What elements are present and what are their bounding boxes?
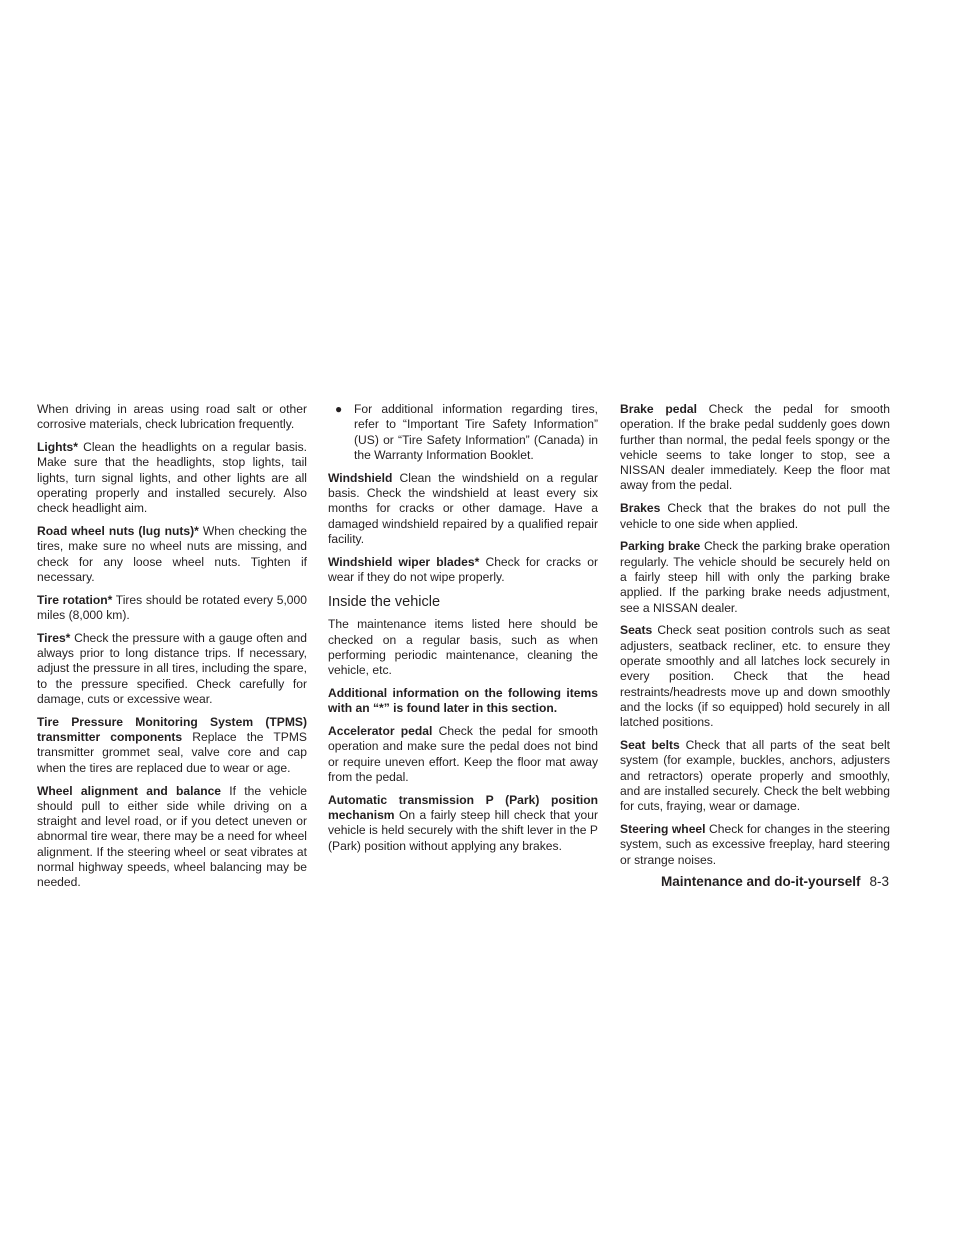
term-wheel-alignment: Wheel alignment and balance [37, 783, 222, 798]
column-right [620, 402, 890, 875]
paragraph-text: The maintenance items listed here should be checked on a regular basis, such as when performing periodic maintenance, cleaning the vehicle, etc. [328, 617, 598, 678]
paragraph-text: Tires should be rotated every 5,000 miles (8,000 km). [37, 592, 307, 623]
term-wiper-blades: Windshield wiper blades* [328, 554, 480, 569]
paragraph-text: If the vehicle should pull to either side while driving on a straight and level road, or if you detect uneven or abnormal tire wear, there may be a need for wheel alignment. If the steering wheel or seat vibrates at normal highway speeds, wheel balancing may be needed. [37, 783, 307, 890]
section-heading: Inside the vehicle [328, 594, 441, 611]
paragraph-wiper-blades [328, 555, 598, 586]
paragraph-tires [37, 631, 307, 707]
term-windshield: Windshield [328, 470, 393, 485]
paragraph-text: Check the pedal for smooth operation. If the brake pedal suddenly goes down further than normal, the pedal feels spongy or the vehicle seems to take longer to stop, see a NISSAN dealer immediately. Keep the floor mat away from the pedal. [620, 402, 890, 493]
paragraph-windshield [328, 471, 598, 547]
paragraph-text: Check the pedal for smooth operation and make sure the pedal does not bind or require uneven effort. Keep the floor mat away from the pedal. [328, 724, 598, 784]
paragraph-text: Check the pressure with a gauge often and always prior to long distance trips. If necessary, adjust the pressure in all tires, including the spare, to the pressure specified. Check carefully for damage, cuts or excessive wear. [37, 630, 307, 707]
paragraph-text: Check seat position controls such as seat adjusters, seatback recliner, etc. to ensure they operate smoothly and all latches lock securely in every position. Check that the head restraints/headrests move up and down smoothly and the locks (if so equipped) hold securely in all latched positions. [620, 623, 890, 730]
paragraph-text: Check that all parts of the seat belt system (for example, buckles, anchors, adjusters and retractors) operate properly and smoothly, and are installed securely. Check the belt webbing for cuts, fraying, wear or damage. [620, 737, 891, 814]
paragraph-park-mechanism [328, 793, 598, 854]
term-seats: Seats [620, 623, 653, 638]
bullet-text: For additional information regarding tires, refer to “Important Tire Safety Information” (US) or “Tire Safety Information” (Canada) in the Warranty Information Booklet. [354, 402, 598, 462]
paragraph-seat-belts [620, 738, 890, 814]
paragraph-text: Check that the brakes do not pull the vehicle to one side when applied. [620, 501, 890, 531]
paragraph-road-wheel-nuts [37, 524, 307, 585]
paragraph-brakes [620, 501, 890, 532]
term-parking-brake: Parking brake [620, 539, 701, 554]
paragraph-additional-info [328, 686, 598, 717]
bold-note: Additional information on the following items with an “*” is found later in this section. [328, 685, 598, 716]
paragraph-tire-rotation [37, 593, 307, 624]
paragraph-steering-wheel [620, 822, 890, 868]
term-accelerator-pedal: Accelerator pedal [328, 724, 433, 739]
term-park-mechanism: Automatic transmission P (Park) position mechanism [328, 792, 598, 823]
paragraph-tpms [37, 715, 307, 776]
paragraph-wheel-alignment [37, 784, 307, 891]
term-seat-belts: Seat belts [620, 737, 680, 752]
paragraph-text: Clean the windshield on a regular basis. Check the windshield at least every six months for cracks or other damage. Have a damaged windshield repaired by a qualified repair facility. [328, 470, 598, 546]
page-number: 8-3 [869, 874, 889, 889]
paragraph-text: When driving in areas using road salt or other corrosive materials, check lubrication frequently. [37, 402, 307, 432]
paragraph-text: Clean the headlights on a regular basis. Make sure that the headlights, stop lights, tail lights, turn signal lights, and other lights are all operating properly and installed securely. Also check headlight aim. [37, 440, 307, 516]
bullet-item-tire-info [328, 402, 598, 463]
paragraph-parking-brake [620, 539, 890, 615]
bullet-icon: ● [335, 402, 343, 416]
paragraph-accelerator-pedal [328, 724, 598, 785]
paragraph-text: On a fairly steep hill check that your vehicle is held securely with the shift lever in the P (Park) position without applying any brakes. [328, 808, 598, 853]
term-brake-pedal: Brake pedal [620, 402, 697, 416]
paragraph-brake-pedal [620, 402, 890, 494]
term-road-wheel-nuts: Road wheel nuts (lug nuts)* [37, 524, 199, 539]
footer-section-title: Maintenance and do-it-yourself [660, 874, 861, 889]
paragraph-text: Check for cracks or wear if they do not wipe properly. [328, 554, 599, 584]
paragraph-text: Check the parking brake operation regularly. The vehicle should be securely held on a fairly steep hill with only the parking brake applied. If the parking brake needs adjustment, see a NISSAN dealer. [620, 539, 890, 615]
page-footer [661, 873, 889, 890]
term-brakes: Brakes [620, 501, 661, 516]
paragraph-text: Check for changes in the steering system, such as excessive freeplay, hard steering or strange noises. [620, 821, 890, 867]
term-lights: Lights* [37, 440, 78, 455]
term-tires: Tires* [37, 630, 71, 645]
paragraph-seats [620, 623, 890, 730]
column-left [37, 402, 307, 898]
paragraph-inside-intro [328, 617, 598, 678]
paragraph-text: When checking the tires, make sure no wheel nuts are missing, and check for any loose wheel nuts. Tighten if necessary. [37, 524, 308, 584]
column-middle [328, 402, 598, 861]
paragraph-road-salt [37, 402, 307, 433]
term-steering-wheel: Steering wheel [620, 821, 706, 836]
paragraph-lights [37, 440, 307, 516]
term-tire-rotation: Tire rotation* [37, 592, 113, 607]
paragraph-text: Replace the TPMS transmitter grommet seal, valve core and cap when the tires are replaced due to wear or age. [37, 730, 308, 775]
term-tpms: Tire Pressure Monitoring System (TPMS) transmitter components [37, 714, 307, 745]
